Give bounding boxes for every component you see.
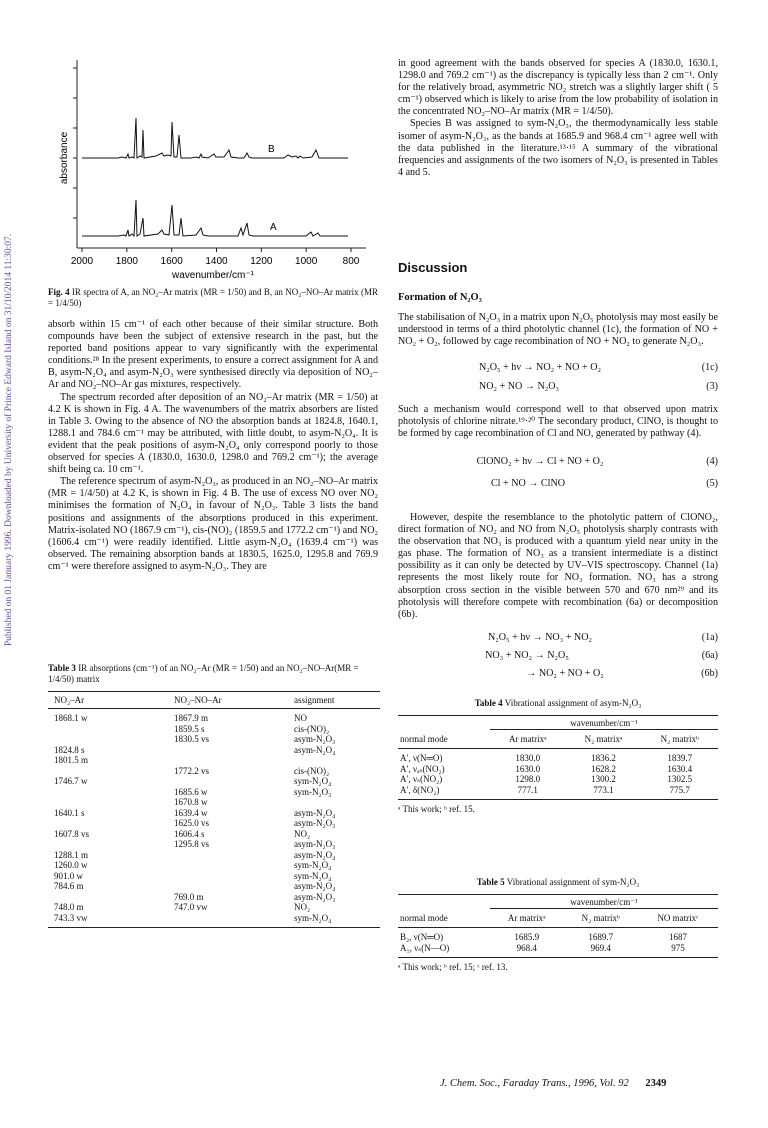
table-cell [48,818,174,829]
page-number: 2349 [645,1078,667,1089]
paragraph: Species B was assigned to sym-N₂O₃, the thermodynamically less stable isomer of asym-N₂O₃, as the bands at 1685.9 and 968.4 cm⁻¹ agree well with the data published in the literature.¹³·¹⁵ A summary of the vibrational frequencies and assignments of the two isomers of N₂O₃ is presented in Tables 4 and 5. [398,118,718,178]
paragraph: The reference spectrum of asym-N₂O₃, as produced in an NO₂–NO–Ar matrix (MR = 1/4/50) at 4.2 K, is shown in Fig. 4 B. The use of excess NO over NO₂ minimises the formation of N₂O₄ in favour of N₂O₃. Table 3 lists the band positions and assignments of the absorptions produced in this experiment. Matrix-isolated NO (1867.9 cm⁻¹), cis-(NO)₂ (1859.5 and 1772.2 cm⁻¹) and NO₂ (1606.4 cm⁻¹) were readily identified. Little asym-N₂O₄ (1639.4 cm⁻¹) was observed. The remaining absorption bands at 1830.5, 1625.0, 1295.8 and 769.9 cm⁻¹ were therefore assigned to asym-N₂O₃. They are [48,476,378,572]
table-cell: 1628.2 [591,763,616,774]
x-tick-label: 1600 [160,256,183,267]
equation-text: N₂O₅ + hν → NO₂ + NO + O₂ [478,362,602,373]
table-cell [48,787,174,798]
paragraph: absorb within 15 cm⁻¹ of each other because of their similar structure. Both compounds have been the subject of extensive research in the past, but the reported band positions appear to vary significantly with the experimental conditions.²⁸ In the present experiments, to ensure a correct assignment for A and B, asym-N₂O₄ and asym-N₂O₃ were synthesised directly via deposition of NO₂–Ar and NO₂–NO–Ar gas mixtures, respectively. [48,319,378,391]
table-header: assignment [294,695,335,705]
table-cell [48,734,174,745]
table-cell: B₂, ν(N═O) [400,932,444,942]
table-cell [174,745,294,756]
spectrum-a-trace [82,200,348,236]
discussion-heading: Discussion [398,260,468,275]
table-cell: 769.0 m [174,891,204,902]
table-cell: 1302.5 [667,774,693,784]
table-cell [294,755,380,766]
table-row [48,892,380,903]
table-cell: 1772.2 vs [174,765,210,776]
table-row [48,745,380,756]
table-cell: asym-N₂O₄ [294,744,336,755]
equation-3 [398,379,718,394]
table-cell [174,871,294,882]
table-cell: 784.6 m [54,881,84,891]
table-row [48,818,380,829]
table-3-label: Table 3 [48,663,76,673]
table-row [48,839,380,850]
equation-number: (1c) [701,362,718,373]
table-cell: 1639.4 w [174,807,208,818]
table-row [48,871,380,882]
spectrum-b-trace [82,118,348,158]
table-cell: sym-N₂O₄ [294,912,332,923]
x-axis-label: wavenumber/cm⁻¹ [172,270,254,280]
table-5-footnote: ᵃ This work; ᵇ ref. 15; ᶜ ref. 13. [398,962,508,972]
table-cell: 747.0 vw [174,902,208,912]
table-cell: 1801.5 m [54,755,89,765]
paragraph: The spectrum recorded after deposition of an NO₂–Ar matrix (MR = 1/50) at 4.2 K is shown in Fig. 4 A. The wavenumbers of the matrix absorbers are listed in Table 3. Owing to the absence of NO the absorption bands at 1824.8, 1640.1, 1288.1 and 784.6 cm⁻¹ may be attributed, with little doubt, to asym-N₂O₄. It is evident that the peak positions of asym-N₂O₄ only correspond poorly to those observed for species A (1830.0, 1630.0, 1298.0 and 769.2 cm⁻¹); the average shift being ca. 10 cm⁻¹. [48,391,378,476]
figure-caption-text: IR spectra of A, an NO₂–Ar matrix (MR = 1/50) and B, an NO₂–NO–Ar matrix (MR = 1/4/50) [48,287,379,308]
table-cell: NO [294,713,307,723]
table-cell: 1685.6 w [174,786,208,797]
equation-text: N₂O₅ + hν → NO₃ + NO₂ [487,632,593,643]
table-cell: 1836.2 [591,753,616,763]
side-note-text: Published on 01 January 1996. Downloaded by University of Prince Edward Island on 31/10/2014 11:30:07. [4,233,14,647]
table-cell [48,724,174,735]
table-cell: 1830.0 [515,753,541,763]
table-header: Ar matrixᵃ [507,913,546,923]
table-cell [48,839,174,850]
table-row [398,785,718,800]
x-tick-label: 1000 [295,256,318,267]
paragraph: However, despite the resemblance to the photolytic pattern of ClONO₂, direct formation of NO₂ and NO from N₂O₅ photolysis sharply contrasts with the observation that NO₃ is produced with a quantum yield near unity in the gas phase. The formation of NO₃ as a transient intermediate is a distinct possibility as it can only be detected by UV–VIS spectroscopy. Channel (1a) represents the most likely route for NO₃ formation. NO₃ has a strong absorption cross section in the visible between 570 and 670 nm²⁹ and its photolysis will therefore compete with recombination (6a) or decomposition (6b). [398,512,718,620]
formation-heading: Formation of N₂O₃ [398,292,482,303]
table-5-title [398,877,718,888]
table-cell: asym-N₂O₃ [294,818,336,828]
left-column-text [48,319,378,573]
equation-text: NO₂ + NO → N₂O₃ [478,381,560,392]
table-cell [174,860,294,871]
table-3-title [48,663,380,685]
paragraph: in good agreement with the bands observed for species A (1830.0, 1630.1, 1298.0 and 769.2 cm⁻¹) as the discrepancy is typically less than 2 cm⁻¹. Only for the relatively broad, asymmetric NO₂ stretch was a slightly larger shift ( 5 cm⁻¹) observed which is likely to arise from the low probability of isolation in the concentrated NO₂–NO–Ar matrix (MR = 1/4/50). [398,58,718,118]
table-4-caption: Vibrational assignment of asym-N₂O₃ [504,698,642,708]
table-cell [174,913,294,928]
table-cell: asym-N₂O₄ [294,807,336,818]
table-row [48,808,380,819]
ir-spectra-plot [48,58,378,280]
table-cell: asym-N₂O₄ [294,849,336,860]
x-tick-label: 2000 [70,256,94,267]
table-cell: A′, ν(N═O) [400,753,443,763]
x-tick-label: 1200 [250,256,273,267]
equation-6b [398,666,718,681]
table-5-caption: Vibrational assignment of sym-N₂O₃ [506,877,640,887]
table-cell: 1288.1 m [54,849,89,860]
table-cell [174,850,294,861]
table-cell: 1839.7 [667,753,693,763]
table-row [48,913,380,928]
equations-4-5 [398,454,718,491]
table-row [398,943,718,958]
table-cell: cis-(NO)₂ [294,765,330,776]
x-tick-label: 1800 [115,256,138,267]
equations-1a-6 [398,630,718,681]
table-4-title [398,698,718,709]
span-header: wavenumber/cm⁻¹ [570,718,638,728]
y-axis-label: absorbance [59,131,70,185]
table-cell: A′, δ(NO₂) [400,784,440,795]
table-cell: 775.7 [669,784,690,795]
table-3-caption: IR absorptions (cm⁻¹) of an NO₂–Ar (MR = 1/50) and an NO₂–NO–Ar(MR = 1/4/50) matrix [48,663,359,684]
equation-1c [398,360,718,375]
equation-4 [398,454,718,469]
table-header: NO matrixᶜ [657,913,699,923]
table-cell: A₁, νₛ(N—O) [400,942,450,953]
table-cell [174,881,294,892]
table-cell: 1295.8 vs [174,839,210,849]
table-cell: sym-N₂O₃ [294,786,332,797]
equation-1a [398,630,718,645]
table-cell: 1300.2 [591,774,616,784]
x-tick-label: 800 [342,256,360,267]
however-paragraph [398,512,718,621]
trace-b-label: B [268,144,275,155]
table-cell: 1260.0 w [54,860,88,870]
table-cell: sym-N₂O₄ [294,776,332,786]
table-cell: 1607.8 vs [54,828,90,839]
table-cell: NO₂ [294,902,311,912]
table-cell: 1630.4 [667,763,693,774]
table-4-label: Table 4 [474,698,503,708]
table-header: N₂ matrixᵇ [581,913,620,923]
table-row [398,749,718,764]
figure-4-caption [48,287,378,309]
table-cell: 968.4 [516,942,537,953]
table-cell: 1298.0 [515,774,541,784]
table-cell [48,766,174,777]
x-tick-label: 1400 [205,256,228,267]
span-header: wavenumber/cm⁻¹ [570,897,638,907]
table-header: N₂ matrixᵇ [660,734,699,744]
table-header: NO₂–NO–Ar [174,695,222,705]
table-cell: cis-(NO)₂ [294,723,330,734]
table-row [48,766,380,777]
equation-number: (6a) [701,650,718,661]
table-cell: asym-N₂O₄ [294,881,336,891]
table-cell: 1859.5 s [174,723,205,734]
equation-number: (3) [706,381,718,392]
table-cell [48,797,174,808]
page-footer [440,1078,720,1089]
equation-number: (1a) [701,632,718,643]
table-cell: 901.0 w [54,870,83,881]
table-row [48,829,380,840]
table-cell: 1687 [668,932,687,942]
table-row [48,776,380,787]
table-row [48,797,380,808]
table-cell: asym-N₂O₃ [294,734,336,744]
figure-4 [48,58,378,280]
right-column-top-text [398,58,718,179]
table-cell: 743.3 vw [54,912,88,923]
equation-5 [398,476,718,491]
table-cell [174,755,294,766]
equations-1c-3 [398,360,718,394]
paragraph: Such a mechanism would correspond well to that observed upon matrix photolysis of chlorine nitrate.¹⁹·²⁰ The secondary product, ClNO, is thought to be formed by cage recombination of Cl and NO, generated by pathway (4). [398,404,718,440]
table-cell: 1868.1 w [54,713,88,723]
table-cell: A′, νₛ(NO₂) [400,774,443,784]
table-header: NO₂–Ar [54,695,85,705]
table-row [398,764,718,775]
table-cell: asym-N₂O₃ [294,839,336,849]
table-cell: 975 [671,942,685,953]
table-4-footnote: ᵃ This work; ᵇ ref. 15. [398,804,475,814]
equation-text: → NO₂ + NO + O₂ [526,668,604,679]
table-header: normal mode [400,734,448,744]
equation-text: NO₃ + NO₂ → N₂O₅ [485,650,569,661]
table-cell [174,776,294,787]
table-row [398,928,718,943]
table-header: normal mode [400,913,448,923]
equation-number: (4) [706,456,718,467]
table-row [48,724,380,735]
table-row [48,734,380,745]
table-row [48,850,380,861]
table-5-label: Table 5 [476,877,505,887]
table-row [398,774,718,785]
table-row [48,902,380,913]
table-cell [294,797,380,808]
table-row [48,787,380,798]
table-cell: sym-N₂O₄ [294,870,332,881]
table-cell: 1746.7 w [54,776,88,786]
journal-citation: J. Chem. Soc., Faraday Trans., 1996, Vol. 92 [440,1078,629,1089]
table-row [48,881,380,892]
equation-number: (6b) [701,668,718,679]
equation-text: Cl + NO → ClNO [490,478,566,489]
side-download-note [2,230,16,650]
table-cell: 1640.1 s [54,807,85,818]
table-cell: 1824.8 s [54,744,85,755]
paragraph: The stabilisation of N₂O₃ in a matrix upon N₂O₅ photolysis may most easily be understood in terms of a third photolytic channel (1c), the formation of NO + NO₂ + O₂, followed by cage recombination of NO + NO₂ to generate N₂O₃. [398,312,718,348]
table-row [48,755,380,766]
table-cell: 1630.0 [515,763,541,774]
table-cell: 969.4 [590,942,611,953]
table-row [48,860,380,871]
equation-text: ClONO₂ + hν → Cl + NO + O₂ [476,456,604,467]
table-row [48,709,380,724]
table-cell: 777.1 [517,784,538,795]
table-4 [398,698,718,815]
table-cell: 1606.4 s [174,828,205,839]
formation-paragraph [398,312,718,348]
table-cell: asym-N₂O₃ [294,891,336,902]
mechanism-paragraph [398,404,718,440]
figure-caption-label: Fig. 4 [48,287,70,297]
table-cell: 1685.9 [514,932,540,942]
table-cell [48,892,174,903]
table-cell: 1830.5 vs [174,734,210,744]
table-cell: 1670.8 w [174,797,208,807]
table-cell: 773.1 [593,784,614,795]
table-5 [398,877,718,973]
table-3 [48,663,380,928]
table-cell: 1625.0 vs [174,818,210,828]
equation-number: (5) [706,478,718,489]
equation-6a [398,648,718,663]
table-header: Ar matrixᵃ [508,734,547,744]
table-cell: 1689.7 [588,932,614,942]
table-cell: 1867.9 m [174,713,209,723]
table-cell: sym-N₂O₄ [294,860,332,870]
trace-a-label: A [270,222,277,233]
table-cell: NO₂ [294,828,311,839]
table-cell: A′, νₐₛ(NO₂) [400,763,445,774]
table-header: N₂ matrixᵃ [584,734,623,744]
table-cell: 748.0 m [54,902,84,912]
